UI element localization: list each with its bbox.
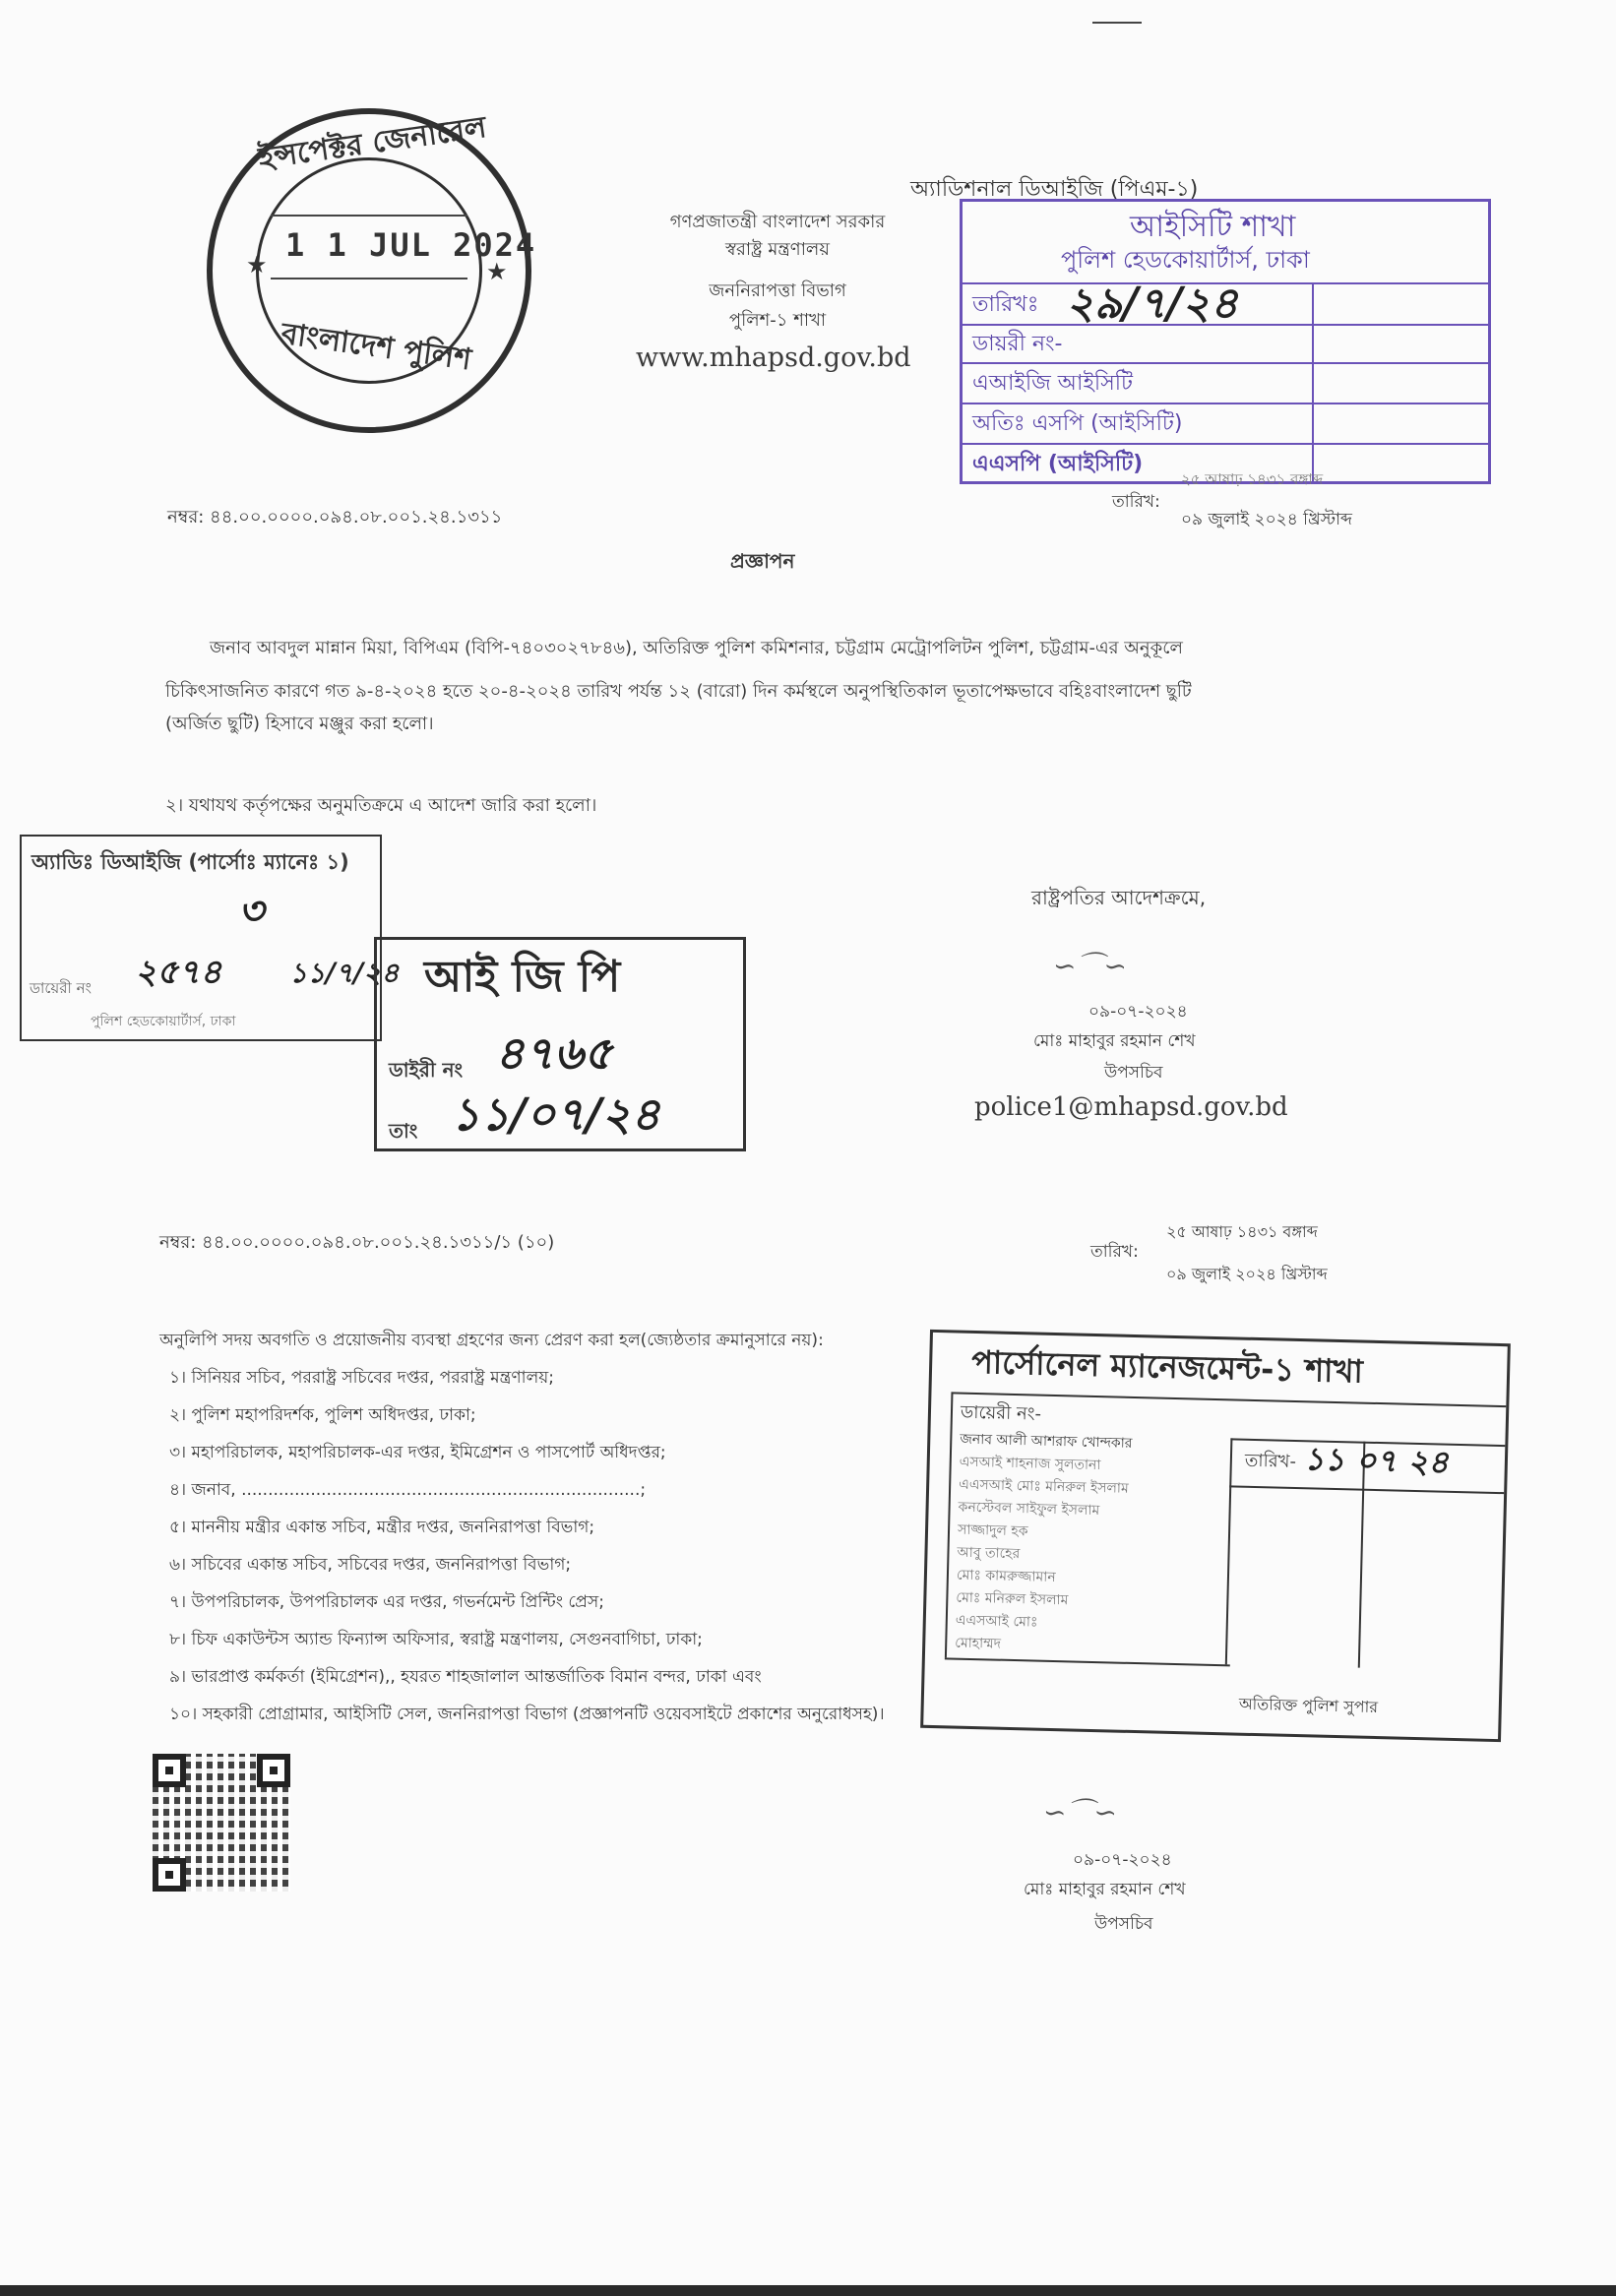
header-govt: গণপ্রজাতন্ত্রী বাংলাদেশ সরকার bbox=[669, 212, 886, 232]
copy-memo-number: নম্বর: ৪৪.০০.০০০০.০৯৪.০৮.০০১.২৪.১৩১১/১ (১০) bbox=[159, 1232, 555, 1253]
pm-stamp-row: কনস্টেবল সাইফুল ইসলাম bbox=[958, 1499, 1100, 1520]
memo-date-label: তারিখ: bbox=[1112, 492, 1160, 512]
list-item: ৭। উপপরিচালক, উপপরিচালক এর দপ্তর, গভর্নমেন্ট প্রিন্টিং প্রেস; bbox=[169, 1592, 604, 1612]
list-item: ৫। মাননীয় মন্ত্রীর একান্ত সচিব, মন্ত্রীর দপ্তর, জননিরাপত্তা বিভাগ; bbox=[169, 1518, 595, 1537]
seal-bottom-text: বাংলাদেশ পুলিশ bbox=[279, 316, 473, 378]
copy-memo-date-label: তারিখ: bbox=[1090, 1242, 1139, 1262]
list-item: ৩। মহাপরিচালক, মহাপরিচালক-এর দপ্তর, ইমিগ্রেশন ও পাসপোর্ট অধিদপ্তর; bbox=[169, 1443, 666, 1462]
copy-list bbox=[169, 1368, 885, 1742]
list-item: ১। সিনিয়র সচিব, পররাষ্ট্র সচিবের দপ্তর, পররাষ্ট্র মন্ত্রণালয়; bbox=[169, 1368, 554, 1388]
pm-stamp-footer: অতিরিক্ত পুলিশ সুপার bbox=[1238, 1694, 1379, 1717]
list-item: ৪। জনাব, ...........................................................................; bbox=[169, 1480, 647, 1500]
list-item: ৮। চিফ একাউন্টস অ্যান্ড ফিন্যান্স অফিসার, স্বরাষ্ট্র মন্ত্রণালয়, সেগুনবাগিচা, ঢাকা; bbox=[169, 1630, 703, 1649]
pm-stamp-date-value: ১১ ০৭ ২৪ bbox=[1303, 1440, 1450, 1481]
memo-date-bn-faded: ২৫ আষাঢ় ১৪৩১ বঙ্গাব্দ bbox=[1181, 470, 1324, 488]
signature2-scribble: ∽⌒∽ bbox=[1043, 1796, 1117, 1829]
addl-dig-stamp-footer: পুলিশ হেডকোয়ার্টার্স, ঢাকা bbox=[91, 1014, 236, 1029]
addl-dig-stamp-date-value: ১১/৭/২৪ bbox=[289, 957, 400, 989]
header-division: জননিরাপত্তা বিভাগ bbox=[709, 280, 846, 301]
ict-stamp-diary-label: ডায়রী নং- bbox=[972, 332, 1063, 356]
pm-stamp-date-label: তারিখ- bbox=[1244, 1450, 1297, 1472]
pm-stamp-row: মোঃ কামরুজ্জামান bbox=[956, 1567, 1056, 1586]
addl-dig-stamp-mark: ৩ bbox=[238, 888, 265, 934]
body-para1-line2: চিকিৎসাজনিত কারণে গত ৯-৪-২০২৪ হতে ২০-৪-২০২৪ তারিখ পর্যন্ত ১২ (বারো) দিন কর্মস্থলে অনুপস্থিতিকাল ভূতাপেক্ষভাবে বহিঃবাংলাদেশ ছুটি bbox=[165, 681, 1192, 702]
pm-stamp-title: পার্সোনেল ম্যানেজমেন্ট-১ শাখা bbox=[970, 1342, 1364, 1391]
igp-stamp-diary-label: ডাইরী নং bbox=[389, 1058, 464, 1082]
copy-memo-date-bn: ২৫ আষাঢ় ১৪৩১ বঙ্গাব্দ bbox=[1166, 1222, 1318, 1241]
ict-stamp-row-asp: এএসপি (আইসিটি) bbox=[972, 452, 1144, 476]
header-ministry: স্বরাষ্ট্র মন্ত্রণালয় bbox=[725, 239, 830, 260]
addl-dig-stamp bbox=[20, 835, 400, 1041]
scan-bottom-edge bbox=[0, 2285, 1616, 2296]
list-item: ৬। সচিবের একান্ত সচিব, সচিবের দপ্তর, জননিরাপত্তা বিভাগ; bbox=[169, 1555, 572, 1575]
body-para2: ২। যথাযথ কর্তৃপক্ষের অনুমতিক্রমে এ আদেশ জারি করা হলো। bbox=[165, 795, 597, 816]
igp-stamp-date-label: তাং bbox=[389, 1119, 418, 1143]
pm-stamp-diary-label: ডায়েরী নং- bbox=[960, 1401, 1042, 1425]
list-item: ৯। ভারপ্রাপ্ত কর্মকর্তা (ইমিগ্রেশন),, হযরত শাহজালাল আন্তর্জাতিক বিমান বন্দর, ঢাকা এবং bbox=[169, 1667, 762, 1687]
igp-stamp bbox=[374, 937, 746, 1151]
pm-stamp-row: সাজ্জাদুল হক bbox=[957, 1521, 1028, 1540]
pm-stamp-rows bbox=[955, 1432, 1133, 1662]
qr-finder-bottom-left bbox=[153, 1858, 186, 1892]
ict-stamp-title: আইসিটি শাখা bbox=[1130, 210, 1296, 244]
copy-memo-date-en: ০৯ জুলাই ২০২৪ খ্রিস্টাব্দ bbox=[1166, 1265, 1328, 1283]
seal-date: 1 1 JUL 2024 bbox=[285, 226, 537, 264]
signature2-name: মোঃ মাহাবুর রহমান শেখ bbox=[1024, 1880, 1186, 1899]
qr-finder-top-left bbox=[153, 1754, 186, 1787]
scan-mark bbox=[1092, 22, 1142, 24]
signature1-name: মোঃ মাহাবুর রহমান শেখ bbox=[1033, 1031, 1196, 1051]
ict-stamp-date-label: তারিখঃ bbox=[972, 292, 1039, 317]
signature1-date: ০৯-০৭-২০২৪ bbox=[1088, 1002, 1188, 1022]
qr-finder-top-right bbox=[257, 1754, 290, 1787]
header-website: www.mhapsd.gov.bd bbox=[636, 342, 911, 373]
ict-stamp-row-addl-sp: অতিঃ এসপি (আইসিটি) bbox=[972, 411, 1183, 436]
body-para1-line3: (অর্জিত ছুটি) হিসাবে মঞ্জুর করা হলো। bbox=[165, 714, 434, 734]
ict-stamp-date-value: ২৯/৭/২৪ bbox=[1066, 279, 1239, 329]
personnel-management-stamp bbox=[920, 1330, 1511, 1742]
signature1-scribble: ∽⌒∽ bbox=[1053, 950, 1127, 982]
pm-stamp-row: এএসআই মোঃ মনিরুল ইসলাম bbox=[958, 1476, 1129, 1497]
addl-dig-stamp-title: অ্যাডিঃ ডিআইজি (পার্সোঃ ম্যানেঃ ১) bbox=[31, 850, 349, 874]
ict-stamp-subtitle: পুলিশ হেডকোয়ার্টার্স, ঢাকা bbox=[1061, 246, 1310, 274]
seal-date-bottom-rule bbox=[271, 278, 467, 279]
pm-stamp-row: এএসআই মোঃ bbox=[955, 1612, 1038, 1631]
igp-stamp-date-value: ১১/০৭/২৪ bbox=[451, 1087, 660, 1141]
signature1-order: রাষ্ট্রপতির আদেশক্রমে, bbox=[1031, 886, 1207, 909]
body-para1-line1: জনাব আবদুল মান্নান মিয়া, বিপিএম (বিপি-৭৪০৩০২৭৮৪৬), অতিরিক্ত পুলিশ কমিশনার, চট্টগ্রাম মেট্রোপলিটন পুলিশ, চট্টগ্রাম-এর অনুকূলে bbox=[210, 638, 1183, 658]
signature1-email: police1@mhapsd.gov.bd bbox=[974, 1092, 1288, 1122]
seal-star-left-icon: ★ bbox=[246, 251, 268, 279]
pm-stamp-row: এসআই শাহনাজ সুলতানা bbox=[959, 1454, 1101, 1474]
igp-stamp-title: আই জি পি bbox=[424, 952, 621, 1002]
memo-date-en: ০৯ জুলাই ২০২৪ খ্রিস্টাব্দ bbox=[1181, 510, 1352, 529]
igp-stamp-diary-value: ৪৭৬৫ bbox=[495, 1026, 613, 1080]
signature1-designation: উপসচিব bbox=[1104, 1063, 1163, 1083]
header-branch: পুলিশ-১ শাখা bbox=[728, 310, 827, 331]
list-item: ১০। সহকারী প্রোগ্রামার, আইসিটি সেল, জননিরাপত্তা বিভাগ (প্রজ্ঞাপনটি ওয়েবসাইটে প্রকাশের অনুরোধসহ)। bbox=[169, 1705, 885, 1724]
addl-dig-stamp-diary-label: ডায়েরী নং bbox=[30, 979, 92, 997]
seal-date-top-rule bbox=[271, 215, 467, 217]
pm-stamp-row: আবু তাহের bbox=[957, 1544, 1021, 1563]
copy-intro: অনুলিপি সদয় অবগতি ও প্রয়োজনীয় ব্যবস্থা গ্রহণের জন্য প্রেরণ করা হল(জ্যেষ্ঠতার ক্রমানুসারে নয়): bbox=[159, 1331, 824, 1350]
document-title: প্রজ্ঞাপন bbox=[730, 549, 795, 573]
signature2-date: ০৯-০৭-২০২৪ bbox=[1073, 1850, 1172, 1870]
addl-dig-stamp-diary-value: ২৫৭৪ bbox=[135, 953, 222, 992]
memo-number: নম্বর: ৪৪.০০.০০০০.০৯৪.০৮.০০১.২৪.১৩১১ bbox=[167, 507, 503, 527]
seal-top-text: ইন্সপেক্টর জেনারেল bbox=[256, 109, 489, 177]
ict-stamp-row-aig: এআইজি আইসিটি bbox=[972, 371, 1134, 396]
ict-branch-stamp bbox=[960, 199, 1491, 484]
signature2-designation: উপসচিব bbox=[1094, 1914, 1153, 1934]
list-item: ২। পুলিশ মহাপরিদর্শক, পুলিশ অধিদপ্তর, ঢাকা; bbox=[169, 1405, 476, 1425]
addl-dig-note: অ্যাডিশনাল ডিআইজি (পিএম-১) bbox=[910, 177, 1199, 202]
pm-stamp-row: মোহাম্মদ bbox=[955, 1635, 1002, 1652]
pm-stamp-row: জনাব আলী আশরাফ খোন্দকার bbox=[960, 1431, 1133, 1452]
seal-star-right-icon: ★ bbox=[486, 258, 508, 285]
pm-stamp-row: মোঃ মনিরুল ইসলাম bbox=[956, 1589, 1069, 1609]
